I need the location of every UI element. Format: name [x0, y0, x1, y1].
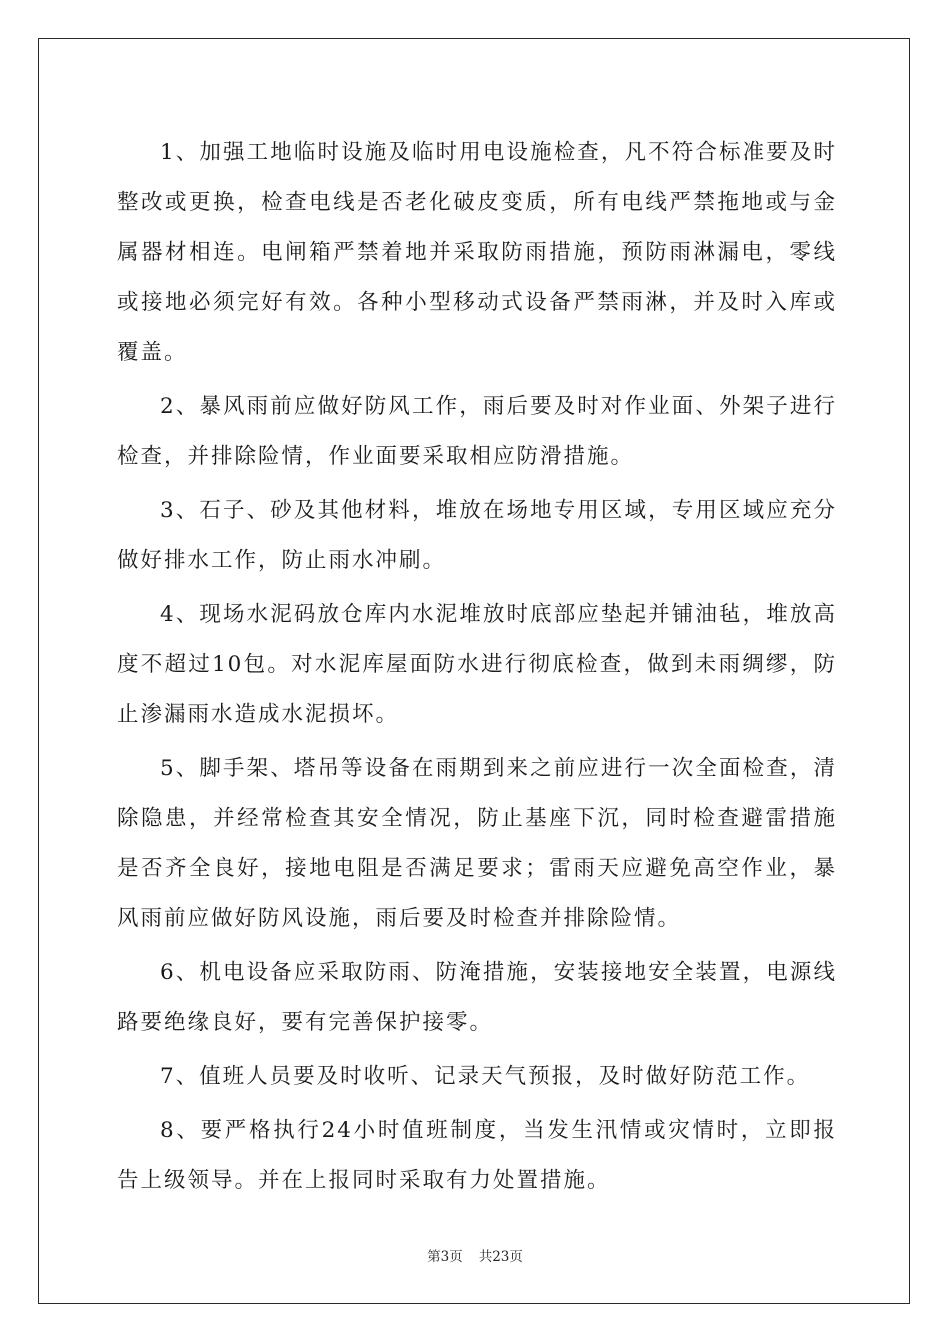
paragraph-4: 4、现场水泥码放仓库内水泥堆放时底部应垫起并铺油毡，堆放高度不超过10包。对水泥库屋面防水进行彻底检查，做到未雨绸缪，防止渗漏雨水造成水泥损坏。: [117, 602, 837, 727]
current-page-number: 第3页: [427, 1249, 463, 1265]
paragraph-8: 8、要严格执行24小时值班制度，当发生汛情或灾情时，立即报告上级领导。并在上报同时采取有力处置措施。: [117, 1118, 837, 1193]
paragraph-3: 3、石子、砂及其他材料，堆放在场地专用区域，专用区域应充分做好排水工作，防止雨水冲刷。: [117, 498, 837, 573]
page-footer: [0, 1245, 950, 1265]
paragraph-1: 1、加强工地临时设施及临时用电设施检查，凡不符合标准要及时整改或更换，检查电线是否老化破皮变质，所有电线严禁拖地或与金属器材相连。电闸箱严禁着地并采取防雨措施，预防雨淋漏电，零线或接地必须完好有效。各种小型移动式设备严禁雨淋，并及时入库或覆盖。: [117, 140, 837, 365]
paragraph-5: 5、脚手架、塔吊等设备在雨期到来之前应进行一次全面检查，清除隐患，并经常检查其安全情况，防止基座下沉，同时检查避雷措施是否齐全良好，接地电阻是否满足要求；雷雨天应避免高空作业，暴风雨前应做好防风设施，雨后要及时检查并排除险情。: [117, 756, 837, 931]
paragraph-6: 6、机电设备应采取防雨、防淹措施，安装接地安全装置，电源线路要绝缘良好，要有完善保护接零。: [117, 960, 837, 1035]
paragraph-7: 7、值班人员要及时收听、记录天气预报，及时做好防范工作。: [160, 1064, 811, 1089]
document-body: [117, 128, 837, 1210]
paragraph-2: 2、暴风雨前应做好防风工作，雨后要及时对作业面、外架子进行检查，并排除险情，作业面要采取相应防滑措施。: [117, 394, 837, 469]
total-pages: 共23页: [478, 1249, 523, 1265]
